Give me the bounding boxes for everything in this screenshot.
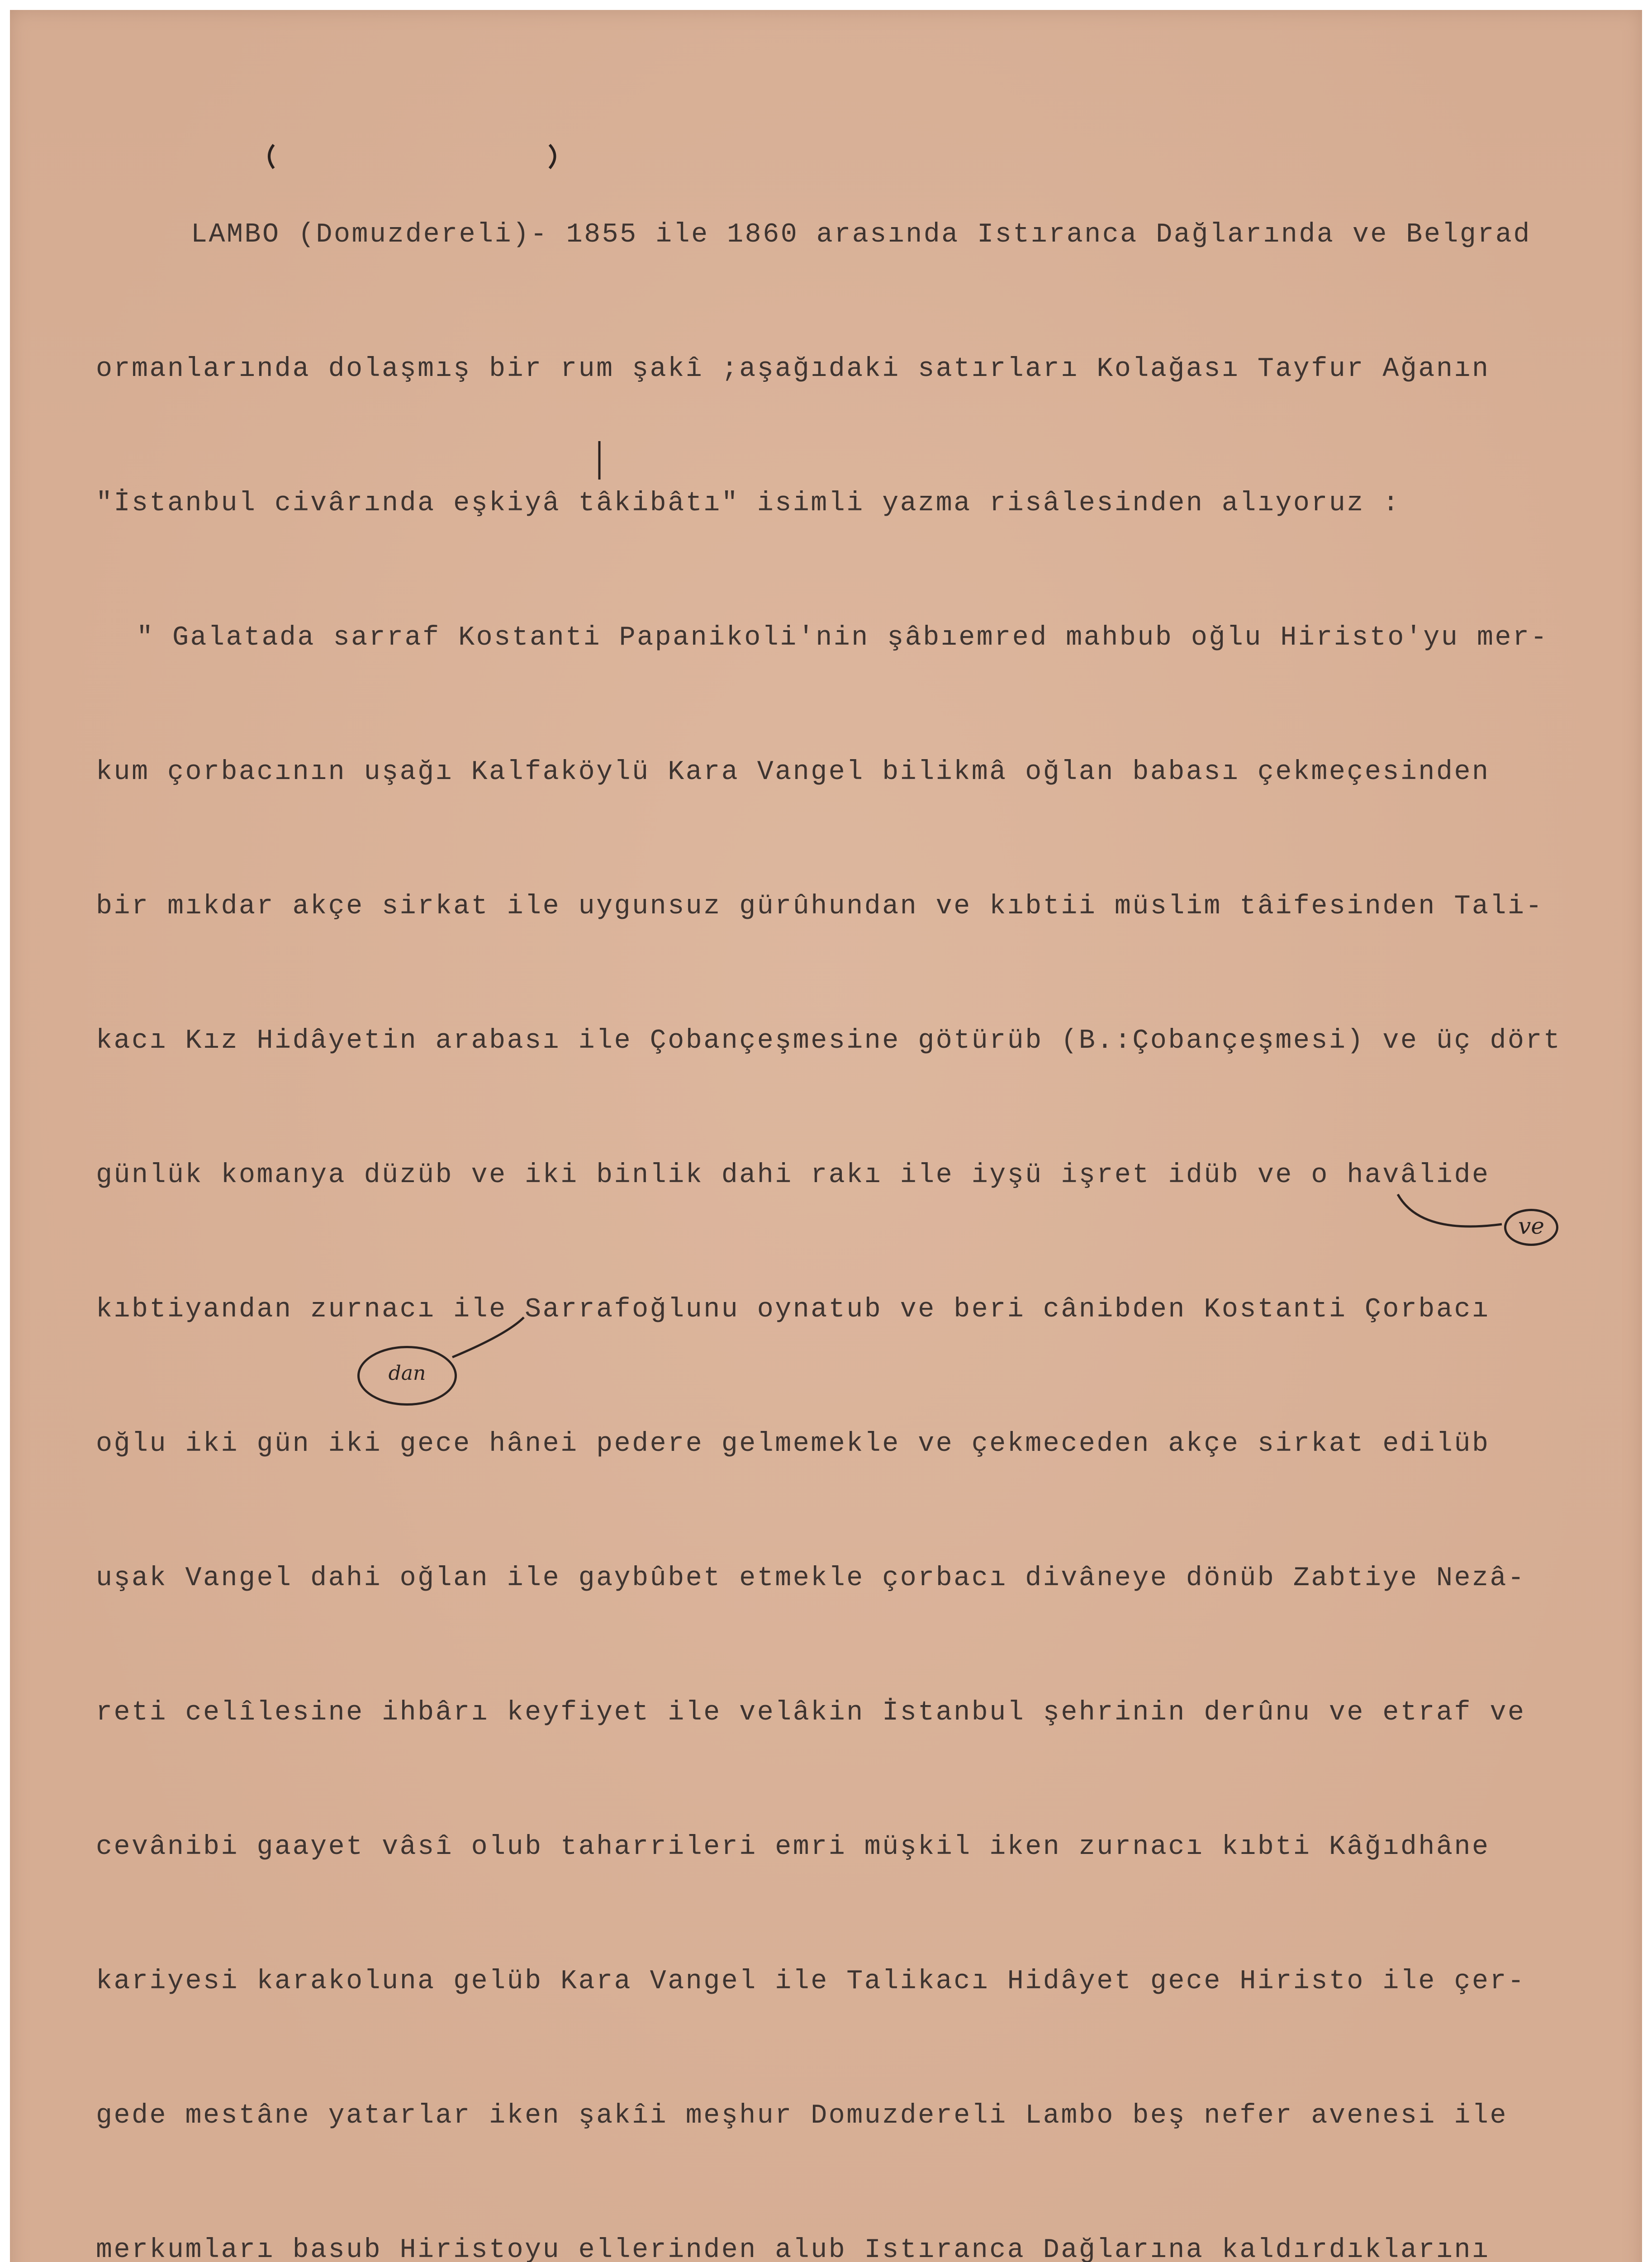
typed-text-body [96, 123, 1616, 2262]
text-line: kıbtiyandan zurnacı ile Sarrafoğlunu oynatub ve beri cânibden Kostanti Çorbacı [96, 1294, 1490, 1325]
text-line: uşak Vangel dahi oğlan ile gaybûbet etmekle çorbacı divâneye dönüb Zabtiye Nezâ- [96, 1563, 1526, 1594]
text-line: "İstanbul civârında eşkiyâ tâkibâtı" isimli yazma risâlesinden alıyoruz : [96, 488, 1400, 519]
handwritten-dan-annotation: dan [357, 1346, 457, 1406]
text-line: oğlu iki gün iki gece hânei pedere gelmemekle ve çekmeceden akçe sirkat edilüb [96, 1429, 1490, 1459]
text-line: kacı Kız Hidâyetin arabası ile Çobançeşmesine götürüb (B.:Çobançeşmesi) ve üç dört [96, 1026, 1562, 1056]
text-line: merkumları basub Hiristoyu ellerinden alub Istıranca Dağlarına kaldırdıklarını [96, 2235, 1490, 2262]
handwritten-ve-annotation: ve [1504, 1209, 1558, 1246]
text-line: LAMBO (Domuzdereli)- 1855 ile 1860 arasında Istıranca Dağlarında ve Belgrad [191, 219, 1531, 250]
text-line: kum çorbacının uşağı Kalfaköylü Kara Vangel bilikmâ oğlan babası çekmeçesinden [96, 757, 1490, 788]
text-line: ormanlarında dolaşmış bir rum şakî ;aşağıdaki satırları Kolağası Tayfur Ağanın [96, 354, 1490, 385]
text-line: kariyesi karakoluna gelüb Kara Vangel ile Talikacı Hidâyet gece Hiristo ile çer- [96, 1966, 1526, 1997]
paper-sheet [10, 10, 1642, 2262]
text-line: günlük komanya düzüb ve iki binlik dahi rakı ile iyşü işret idüb ve o havâlide [96, 1160, 1490, 1191]
text-line: cevânibi gaayet vâsî olub taharrileri emri müşkil iken zurnacı kıbti Kâğıdhâne [96, 1832, 1490, 1863]
text-line: reti celîlesine ihbârı keyfiyet ile velâkin İstanbul şehrinin derûnu ve etraf ve [96, 1697, 1526, 1728]
text-line: gede mestâne yatarlar iken şakîi meşhur Domuzdereli Lambo beş nefer avenesi ile [96, 2100, 1508, 2131]
text-line: " Galatada sarraf Kostanti Papanikoli'nin şâbıemred mahbub oğlu Hiristo'yu mer- [137, 623, 1548, 653]
text-line: bir mıkdar akçe sirkat ile uygunsuz gürûhundan ve kıbtii müslim tâifesinden Tali- [96, 891, 1543, 922]
